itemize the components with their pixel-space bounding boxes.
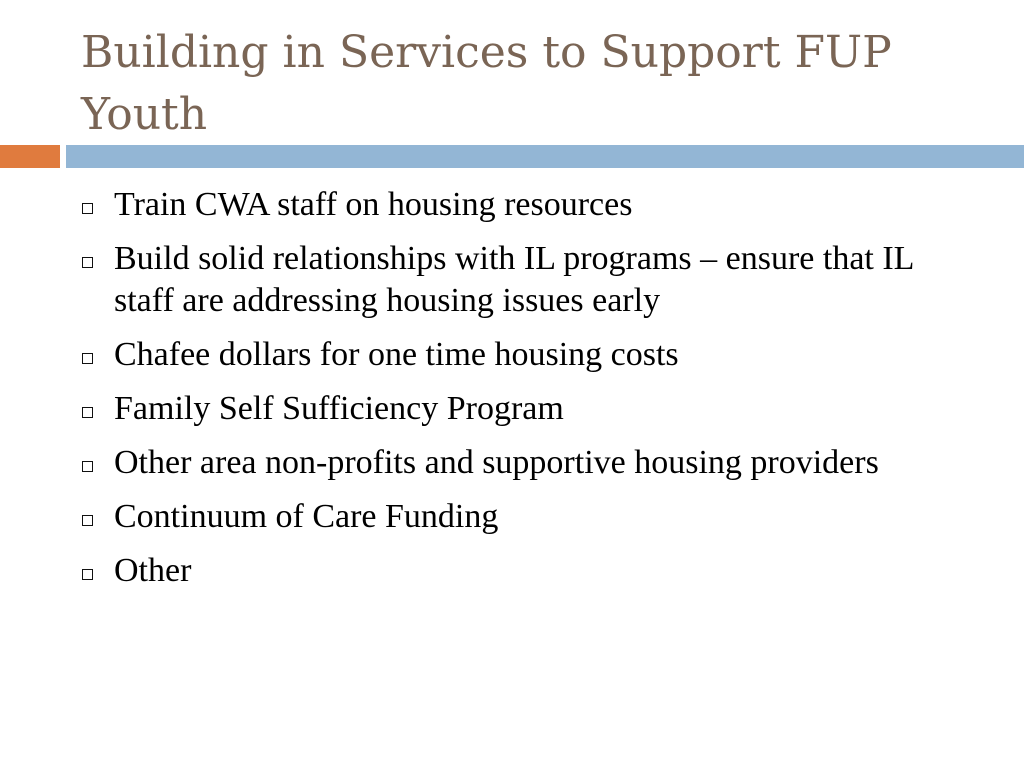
bullet-text: Build solid relationships with IL programs – ensure that IL staff are addressing housing issues early (114, 240, 914, 319)
square-bullet-icon (82, 569, 93, 580)
square-bullet-icon (82, 407, 93, 418)
list-item (80, 388, 980, 430)
square-bullet-icon (82, 461, 93, 472)
square-bullet-icon (82, 203, 93, 214)
bullet-text: Other (114, 552, 192, 589)
accent-bar-blue (66, 145, 1024, 168)
bullet-text: Other area non-profits and supportive housing providers (114, 444, 879, 481)
slide-title: Building in Services to Support FUP Youth (81, 27, 892, 140)
list-item (80, 184, 980, 226)
list-item (80, 238, 980, 322)
square-bullet-icon (82, 257, 93, 268)
bullet-text: Train CWA staff on housing resources (114, 186, 633, 223)
list-item (80, 496, 980, 538)
list-item (80, 550, 980, 592)
bullet-text: Chafee dollars for one time housing costs (114, 336, 679, 373)
square-bullet-icon (82, 515, 93, 526)
square-bullet-icon (82, 353, 93, 364)
list-item (80, 442, 980, 484)
bullet-text: Family Self Sufficiency Program (114, 390, 564, 427)
list-item (80, 334, 980, 376)
bullet-list (80, 184, 980, 604)
accent-bar-orange (0, 145, 60, 168)
bullet-text: Continuum of Care Funding (114, 498, 499, 535)
